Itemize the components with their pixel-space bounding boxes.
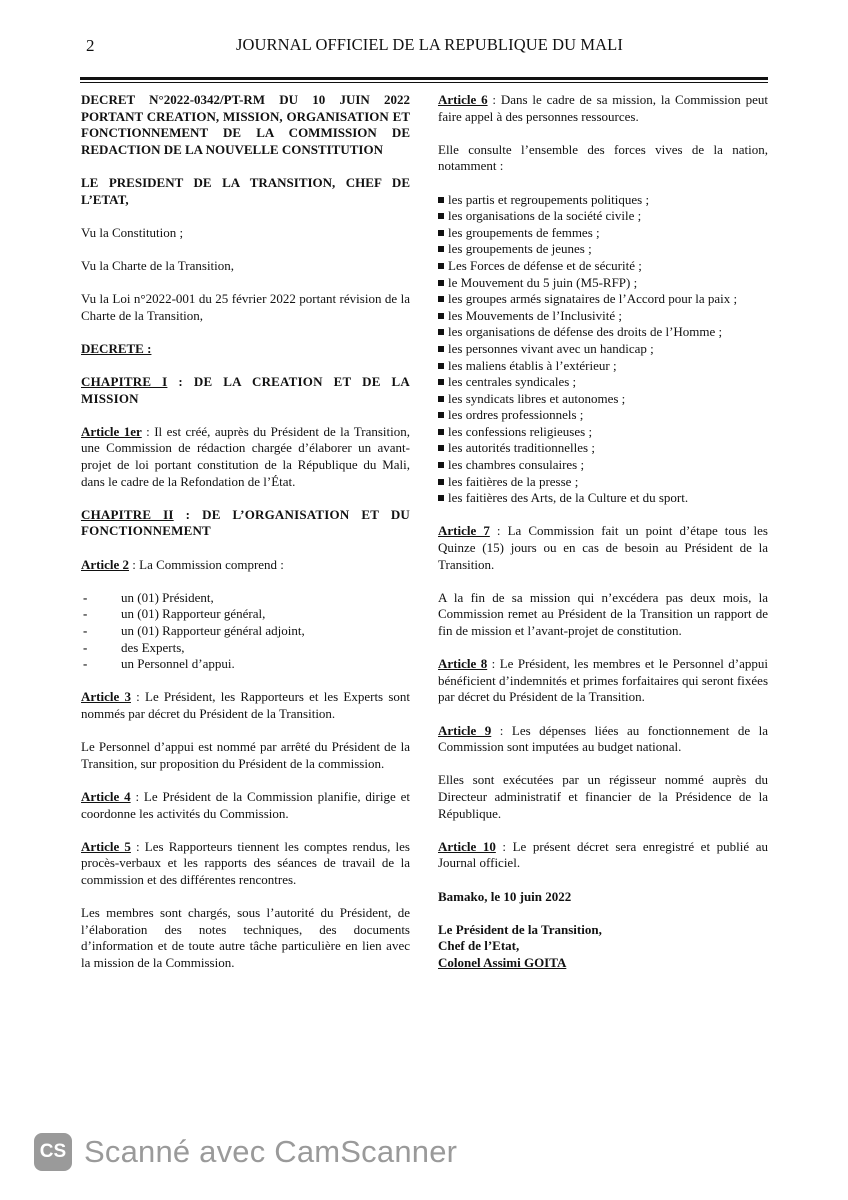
list-item [438, 457, 768, 474]
square-bullet-icon [438, 329, 444, 335]
page-number: 2 [86, 36, 95, 55]
decrete-heading: DECRETE : [81, 340, 152, 356]
article-9 [438, 723, 768, 756]
chapter-1-title: : DE LA CREATION ET DE LA MISSION [81, 374, 410, 406]
article-2-text: : La Commission comprend : [129, 556, 284, 572]
article-2-label: Article 2 [81, 556, 130, 572]
watermark-text: Scanné avec CamScanner [84, 1134, 458, 1169]
square-bullet-icon [438, 230, 444, 236]
square-bullet-icon [438, 445, 444, 451]
list-item-text: les groupements de jeunes ; [448, 241, 592, 257]
article-2-list [81, 590, 410, 673]
president-heading: LE PRESIDENT DE LA TRANSITION, CHEF DE L’ETAT, [81, 174, 410, 207]
square-bullet-icon [438, 313, 444, 319]
article-9-label: Article 9 [438, 722, 492, 738]
article-1-label: Article 1er [81, 423, 142, 439]
article-7-label: Article 7 [438, 523, 490, 539]
square-bullet-icon [438, 346, 444, 352]
list-item [81, 606, 410, 623]
visa-loi: Vu la Loi n°2022-001 du 25 février 2022 portant révision de la Charte de la Transition, [81, 291, 410, 323]
square-bullet-icon [438, 462, 444, 468]
list-item-text: les autorités traditionnelles ; [448, 440, 595, 456]
camscanner-logo-icon: CS [34, 1133, 72, 1171]
list-item [81, 590, 410, 607]
signatory-name: Colonel Assimi GOITA [438, 954, 567, 970]
right-column [438, 92, 768, 971]
list-item-text: les ordres professionnels ; [448, 407, 584, 423]
list-item [438, 374, 768, 391]
square-bullet-icon [438, 296, 444, 302]
journal-title: JOURNAL OFFICIEL DE LA REPUBLIQUE DU MALI [236, 35, 623, 54]
list-item [81, 640, 410, 657]
list-item-text: les partis et regroupements politiques ; [448, 191, 650, 207]
article-10-text: : Le présent décret sera enregistré et publié au Journal officiel. [438, 838, 768, 871]
article-1-text: : Il est créé, auprès du Président de la Transition, une Commission de rédaction chargée d’élaborer un avant-projet de loi portant constitution de la République du Mali, dans le cadre de la Refondation de l’État. [81, 423, 410, 489]
article-6-text: : Dans le cadre de sa mission, la Commission peut faire appel à des personnes ressources. [438, 92, 768, 124]
list-item [438, 241, 768, 258]
square-bullet-icon [438, 495, 444, 501]
article-6 [438, 92, 768, 125]
dash-bullet-icon: - [83, 639, 88, 655]
list-item-text: le Mouvement du 5 juin (M5-RFP) ; [448, 274, 638, 290]
article-5-label: Article 5 [81, 838, 131, 854]
list-item [438, 424, 768, 441]
article-3-paragraph-2: Le Personnel d’appui est nommé par arrêté du Président de la Transition, sur proposition du Président de la commission. [81, 739, 410, 771]
list-item-text: les groupes armés signataires de l’Accord pour la paix ; [448, 291, 738, 307]
square-bullet-icon [438, 263, 444, 269]
square-bullet-icon [438, 412, 444, 418]
list-item-text: les centrales syndicales ; [448, 374, 577, 390]
place-date: Bamako, le 10 juin 2022 [438, 888, 572, 904]
article-8-text: : Le Président, les membres et le Personnel d’appui bénéficient d’indemnités et primes forfaitaires qui seront fixées par décret du Président de la Transition. [438, 656, 768, 705]
article-9-paragraph-2: Elles sont exécutées par un régisseur nommé auprès du Directeur administratif et financier de la Présidence de la République. [438, 772, 768, 821]
list-item-text: les chambres consulaires ; [448, 457, 585, 473]
square-bullet-icon [438, 363, 444, 369]
visa-charte: Vu la Charte de la Transition, [81, 257, 235, 273]
article-4-text: : Le Président de la Commission planifie, dirige et coordonne les activités du Commission. [81, 788, 410, 821]
article-7-text: : La Commission fait un point d’étape tous les Quinze (15) jours ou en cas de besoin au Président de la Transition. [438, 523, 768, 572]
decree-title: DECRET N°2022-0342/PT-RM DU 10 JUIN 2022 PORTANT CREATION, MISSION, ORGANISATION ET FONCTIONNEMENT DE LA COMMISSION DE REDACTION DE LA NOUVELLE CONSTITUTION [81, 92, 410, 157]
list-item [438, 258, 768, 275]
list-item-text: les confessions religieuses ; [448, 423, 593, 439]
dash-bullet-icon: - [83, 656, 88, 672]
list-item-text: des Experts, [121, 639, 185, 655]
article-3-label: Article 3 [81, 689, 131, 705]
list-item [438, 192, 768, 209]
list-item-text: les Mouvements de l’Inclusivité ; [448, 307, 623, 323]
list-item-text: un (01) Rapporteur général, [121, 606, 266, 622]
list-item [438, 490, 768, 507]
article-4 [81, 789, 410, 822]
left-column [81, 92, 410, 988]
list-item [438, 474, 768, 491]
article-10 [438, 839, 768, 872]
list-item [81, 623, 410, 640]
article-9-text: : Les dépenses liées au fonctionnement de la Commission sont imputées au budget national. [438, 722, 768, 755]
article-6-label: Article 6 [438, 92, 488, 107]
article-8-label: Article 8 [438, 656, 488, 672]
list-item-text: les faitières des Arts, de la Culture et du sport. [448, 490, 689, 506]
list-item [438, 440, 768, 457]
article-7-paragraph-2: A la fin de sa mission qui n’excédera pas deux mois, la Commission remet au Président de la Transition un rapport de fin de mission et l’avant-projet de constitution. [438, 589, 768, 638]
article-3-text: : Le Président, les Rapporteurs et les Experts sont nommés par décret du Président de la Transition. [81, 689, 410, 721]
article-7 [438, 523, 768, 573]
list-item [438, 225, 768, 242]
signature-title: Le Président de la Transition, [438, 921, 602, 937]
list-item [438, 275, 768, 292]
visa-constitution: Vu la Constitution ; [81, 224, 184, 240]
list-item [438, 324, 768, 341]
header-rule-thick [80, 77, 768, 80]
article-3 [81, 689, 410, 722]
square-bullet-icon [438, 479, 444, 485]
article-4-label: Article 4 [81, 788, 131, 804]
consultation-list [438, 192, 768, 507]
list-item [81, 656, 410, 673]
chapter-1-label: CHAPITRE I [81, 374, 168, 390]
list-item-text: Les Forces de défense et de sécurité ; [448, 257, 642, 273]
chapter-2-title: : DE L’ORGANISATION ET DU FONCTIONNEMENT [81, 506, 411, 539]
square-bullet-icon [438, 429, 444, 435]
list-item-text: les organisations de défense des droits de l’Homme ; [448, 324, 723, 340]
list-item-text: un Personnel d’appui. [121, 656, 235, 672]
square-bullet-icon [438, 280, 444, 286]
list-item [438, 341, 768, 358]
chapter-2-label: CHAPITRE II [81, 506, 174, 522]
list-item [438, 407, 768, 424]
list-item-text: les organisations de la société civile ; [448, 208, 642, 224]
list-item [438, 391, 768, 408]
camscanner-watermark [34, 1133, 457, 1171]
article-5-paragraph-2: Les membres sont chargés, sous l’autorité du Président, de l’élaboration des notes techniques, des documents d’information et de toute autre tâche particulière en lien avec la mission de la Commission. [81, 905, 410, 970]
square-bullet-icon [438, 246, 444, 252]
signature-role: Chef de l’Etat, [438, 938, 520, 954]
article-2 [81, 557, 410, 574]
list-item [438, 291, 768, 308]
list-item-text: les maliens établis à l’extérieur ; [448, 357, 617, 373]
list-item-text: un (01) Président, [121, 589, 214, 605]
square-bullet-icon [438, 213, 444, 219]
article-6-paragraph-2: Elle consulte l’ensemble des forces vives de la nation, notamment : [438, 141, 768, 174]
article-8 [438, 656, 768, 706]
dash-bullet-icon: - [83, 606, 88, 622]
chapter-1-heading [81, 374, 410, 407]
square-bullet-icon [438, 197, 444, 203]
chapter-2-heading [81, 507, 410, 540]
list-item-text: un (01) Rapporteur général adjoint, [121, 623, 305, 638]
list-item-text: les syndicats libres et autonomes ; [448, 390, 626, 406]
article-5 [81, 839, 410, 889]
square-bullet-icon [438, 396, 444, 402]
square-bullet-icon [438, 379, 444, 385]
dash-bullet-icon: - [83, 589, 88, 605]
list-item [438, 208, 768, 225]
article-5-text: : Les Rapporteurs tiennent les comptes rendus, les procès-verbaux et les rapports des séances de travail de la commission et des différentes rencontres. [81, 838, 410, 887]
dash-bullet-icon: - [83, 623, 88, 638]
list-item [438, 308, 768, 325]
article-1 [81, 424, 410, 490]
list-item-text: les faitières de la presse ; [448, 473, 579, 489]
header-rule-thin [80, 82, 768, 83]
list-item-text: les personnes vivant avec un handicap ; [448, 340, 654, 356]
signature-block [438, 922, 768, 972]
list-item-text: les groupements de femmes ; [448, 224, 600, 240]
article-10-label: Article 10 [438, 838, 496, 854]
list-item [438, 358, 768, 375]
